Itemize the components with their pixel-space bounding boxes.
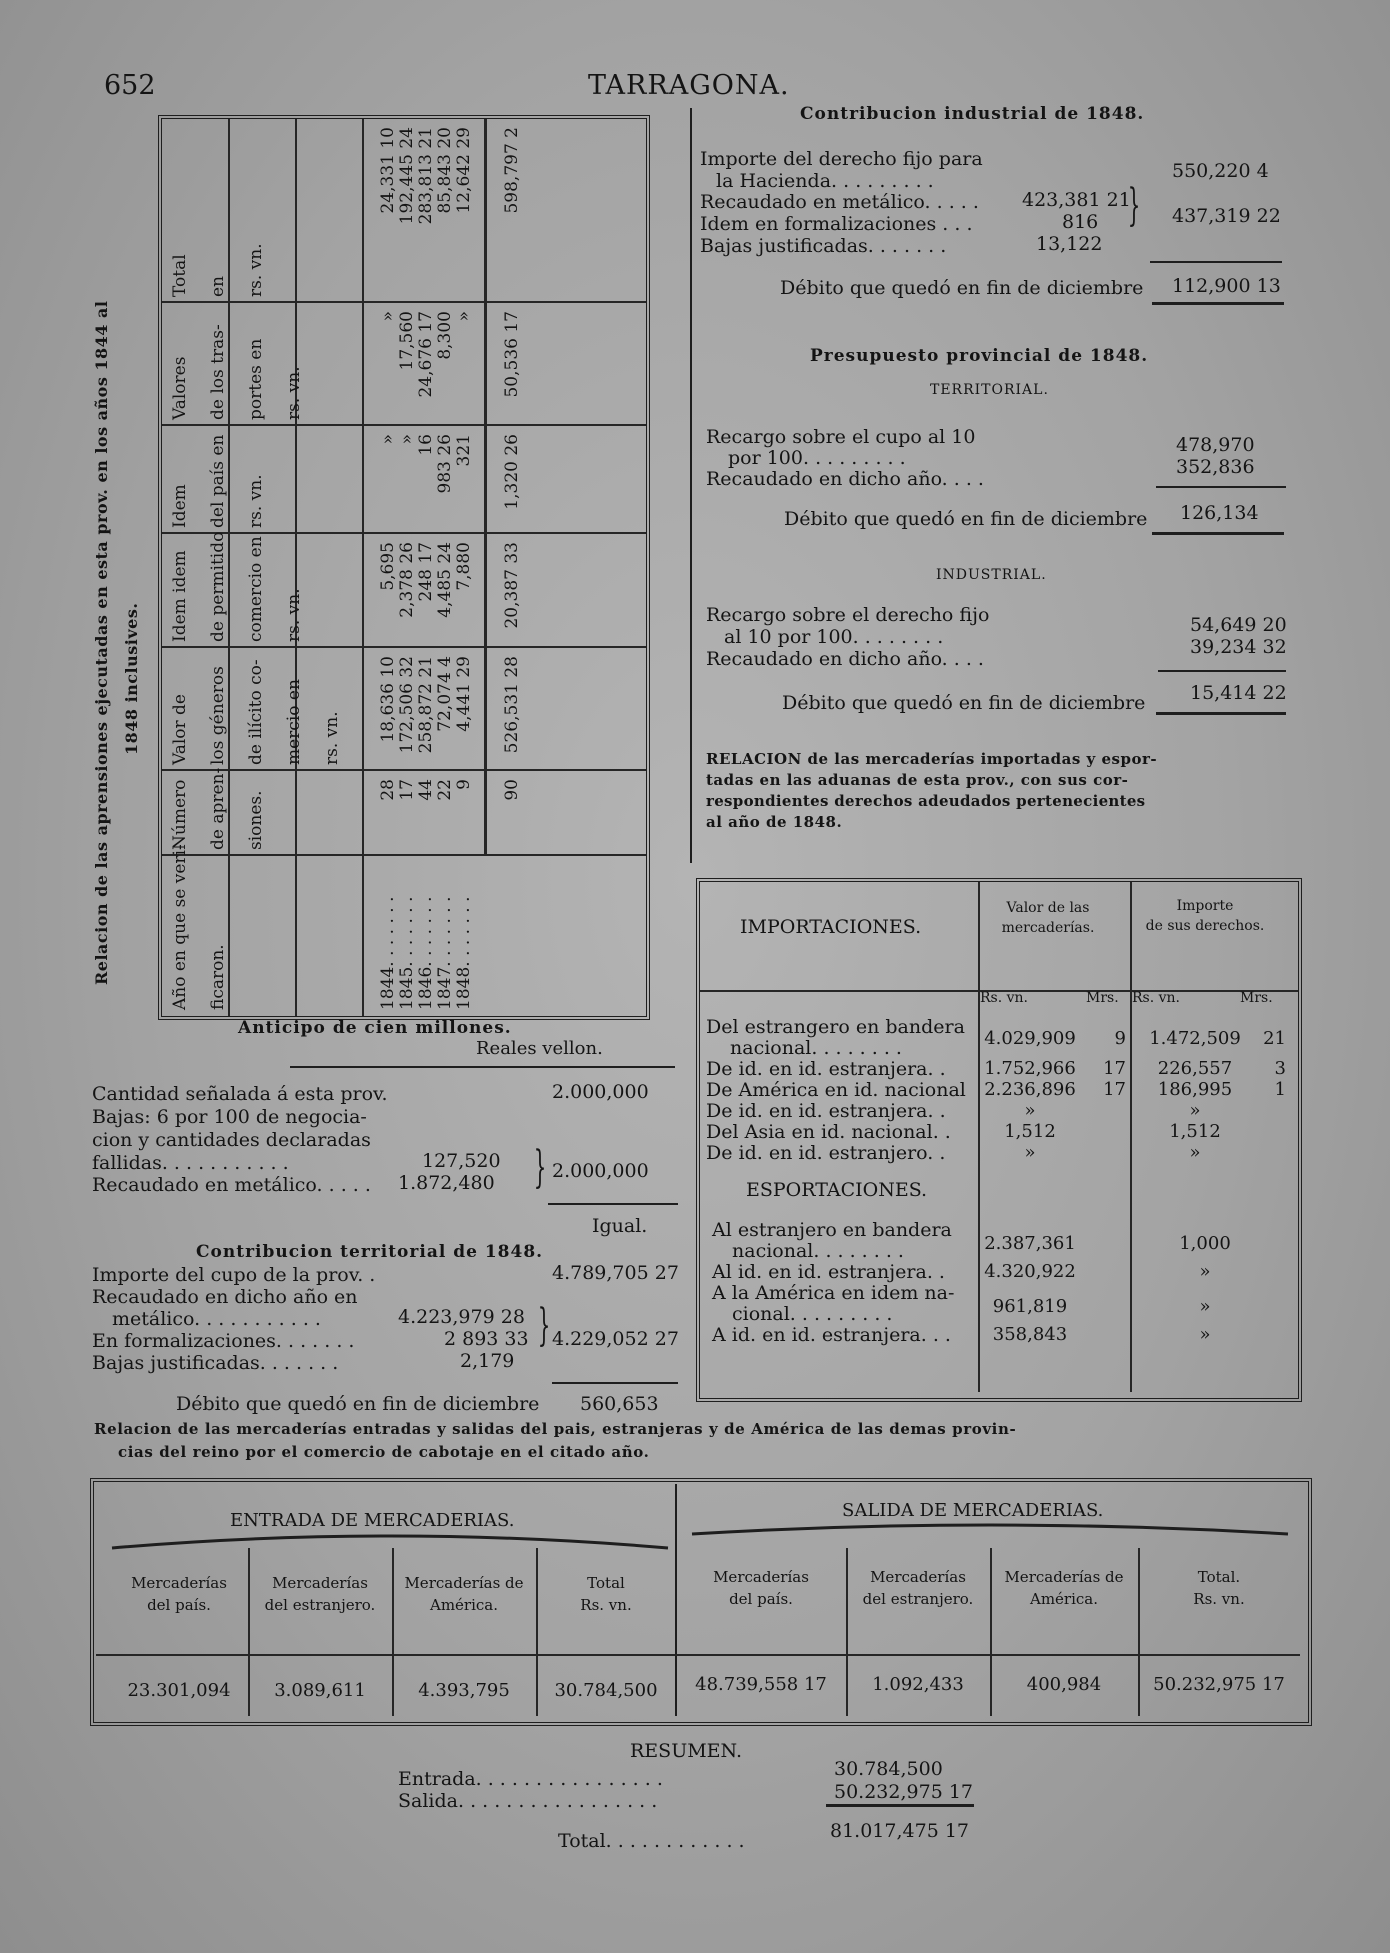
presupuesto-t-v2: 352,836 bbox=[1176, 456, 1255, 478]
cabotaje-title-2: cias del reino por el comercio de cabotaje en el citado año. bbox=[118, 1443, 650, 1461]
table-cell: 983 26 bbox=[435, 434, 455, 494]
import-valor: 2.236,896 bbox=[984, 1079, 1076, 1100]
table-cell: 192,445 24 bbox=[397, 127, 417, 225]
entrada-col-header: Mercaderías bbox=[131, 1574, 227, 1592]
entrada-col-header: Mercaderías de bbox=[404, 1574, 524, 1592]
table-cell: 2,378 26 bbox=[397, 542, 417, 618]
column-header: portes en bbox=[246, 338, 266, 420]
import-derechos: 1,512 bbox=[1169, 1121, 1221, 1142]
head-export: ESPORTACIONES. bbox=[746, 1179, 928, 1201]
territorial-l1: Importe del cupo de la prov. . bbox=[92, 1264, 376, 1286]
import-valor: 4.029,909 bbox=[984, 1028, 1076, 1049]
import-derechos: » bbox=[1189, 1142, 1201, 1163]
anticipo-l2c: fallidas. . . . . . . . . . . bbox=[92, 1152, 289, 1174]
industrial-l1a: Importe del derecho fijo para bbox=[700, 148, 983, 170]
import-valor: 1.752,966 bbox=[984, 1058, 1076, 1079]
territorial-debito-label: Débito que quedó en fin de diciembre bbox=[176, 1393, 540, 1415]
table-cell: 44 bbox=[416, 779, 436, 801]
brace: } bbox=[533, 1142, 547, 1193]
entrada-col-header: Mercaderías bbox=[272, 1574, 368, 1592]
industrial-v1: 550,220 4 bbox=[1172, 160, 1269, 182]
salida-col-header: del país. bbox=[729, 1590, 793, 1608]
salida-value: 50.232,975 17 bbox=[1153, 1674, 1285, 1695]
territorial-title: Contribucion territorial de 1848. bbox=[196, 1242, 544, 1262]
column-header: Valor de bbox=[170, 694, 190, 765]
industrial-sum: 437,319 22 bbox=[1172, 205, 1281, 227]
export-valor: 961,819 bbox=[992, 1296, 1068, 1317]
import-valor: » bbox=[1024, 1100, 1036, 1121]
export-valor: 2.387,361 bbox=[984, 1233, 1076, 1254]
column-divider bbox=[690, 108, 692, 863]
import-valor: » bbox=[1024, 1142, 1036, 1163]
industrial-l3: Idem en formalizaciones . . . bbox=[700, 213, 973, 235]
industrial-l2: Recaudado en metálico. . . . . bbox=[700, 191, 979, 213]
table-cell: 1845. . . . . . . bbox=[397, 896, 417, 1010]
industrial-l4: Bajas justificadas. . . . . . . bbox=[700, 235, 947, 257]
aprensiones-table-wrapper bbox=[158, 115, 650, 1020]
export-valor: 4.320,922 bbox=[984, 1261, 1076, 1282]
entrada-col-header: del país. bbox=[147, 1596, 211, 1614]
column-header: rs. vn. bbox=[246, 474, 266, 528]
mercaderias-title-3: respondientes derechos adeudados pertenecientes bbox=[706, 792, 1146, 810]
export-row-label: A la América en idem na- bbox=[712, 1282, 955, 1304]
divider bbox=[548, 1203, 678, 1205]
brace: } bbox=[537, 1300, 551, 1351]
table-cell: 1846. . . . . . . bbox=[416, 896, 436, 1010]
entrada-col-header: Total bbox=[587, 1574, 625, 1592]
export-valor: 358,843 bbox=[992, 1324, 1068, 1345]
resumen-total-label: Total. . . . . . . . . . . . bbox=[558, 1830, 745, 1852]
table-cell-total: 20,387 33 bbox=[502, 542, 522, 629]
entrada-value: 4.393,795 bbox=[418, 1680, 510, 1701]
divider bbox=[1158, 670, 1286, 672]
import-derechos-mrs: 3 bbox=[1274, 1058, 1286, 1079]
salida-value: 1.092,433 bbox=[872, 1674, 964, 1695]
divider bbox=[1156, 712, 1286, 715]
presupuesto-i-debito-label: Débito que quedó en fin de diciembre bbox=[782, 692, 1146, 714]
presupuesto-i-debito: 15,414 22 bbox=[1190, 682, 1287, 704]
resumen-salida: 50.232,975 17 bbox=[834, 1781, 974, 1803]
table-cell: 9 bbox=[454, 779, 474, 790]
unit-rs-2: Rs. vn. bbox=[1132, 990, 1181, 1006]
unit-mrs-2: Mrs. bbox=[1240, 990, 1273, 1006]
table-cell: 12,642 29 bbox=[454, 127, 474, 214]
table-cell: 1848. . . . . . . bbox=[454, 896, 474, 1010]
column-header: rs. vn. bbox=[284, 588, 304, 642]
entrada-value: 3.089,611 bbox=[274, 1680, 366, 1701]
industrial-v2: 423,381 21 bbox=[1022, 189, 1131, 211]
table-cell: 24,331 10 bbox=[378, 127, 398, 214]
mercaderias-title-4: al año de 1848. bbox=[706, 813, 843, 831]
divider bbox=[826, 1804, 974, 1807]
export-row-label: A id. en id. estranjera. . . bbox=[712, 1324, 951, 1346]
resumen-total: 81.017,475 17 bbox=[830, 1820, 970, 1842]
export-row-label2: nacional. . . . . . . . bbox=[732, 1240, 904, 1262]
resumen-title: RESUMEN. bbox=[630, 1740, 742, 1762]
aprensiones-table bbox=[158, 115, 650, 1020]
presupuesto-title: Presupuesto provincial de 1848. bbox=[810, 346, 1149, 366]
column-header: Número bbox=[170, 779, 190, 850]
col-sep bbox=[228, 119, 230, 1016]
column-header: del país en bbox=[208, 434, 228, 528]
table-cell: 85,843 20 bbox=[435, 127, 455, 214]
brace: } bbox=[1127, 180, 1141, 231]
column-header: Idem bbox=[170, 484, 190, 528]
anticipo-v2: 127,520 bbox=[422, 1150, 501, 1172]
industrial-debito-label: Débito que quedó en fin de diciembre bbox=[780, 277, 1144, 299]
column-header: siones. bbox=[246, 790, 266, 850]
presupuesto-t-l2: Recaudado en dicho año. . . . bbox=[706, 468, 984, 490]
head-valor-2: mercaderías. bbox=[1001, 920, 1095, 936]
table-cell: 283,813 21 bbox=[416, 127, 436, 225]
anticipo-title: Anticipo de cien millones. bbox=[238, 1018, 512, 1038]
column-header: de permitido bbox=[208, 531, 228, 642]
column-header: rs. vn. bbox=[246, 243, 266, 297]
column-header: ficaron. bbox=[208, 944, 228, 1010]
aprensiones-title-1: Relacion de las aprensiones ejecutadas en esta prov. en los años 1844 al bbox=[92, 300, 111, 985]
import-row-label2: nacional. . . . . . . . bbox=[730, 1037, 902, 1059]
aprensiones-title-2: 1848 inclusives. bbox=[122, 602, 141, 755]
salida-col-header: Mercaderías de bbox=[1004, 1568, 1124, 1586]
table-cell: 22 bbox=[435, 779, 455, 801]
export-derechos: » bbox=[1199, 1261, 1211, 1282]
table-cell: 8,300 bbox=[435, 311, 455, 360]
territorial-v1: 4.789,705 27 bbox=[552, 1262, 679, 1284]
anticipo-v1: 2.000,000 bbox=[552, 1081, 649, 1103]
divider bbox=[290, 1066, 675, 1068]
export-derechos: » bbox=[1199, 1296, 1211, 1317]
salida-col-header: Rs. vn. bbox=[1193, 1590, 1245, 1608]
salida-col-header: Mercaderías bbox=[870, 1568, 966, 1586]
head-valor-1: Valor de las bbox=[1006, 900, 1090, 916]
anticipo-l2a: Bajas: 6 por 100 de negocia- bbox=[92, 1106, 367, 1128]
table-cell-total: 598,797 2 bbox=[502, 127, 522, 214]
salida-col-header: Mercaderías bbox=[713, 1568, 809, 1586]
entrada-swoosh bbox=[110, 1528, 670, 1556]
column-header: mercio en bbox=[284, 679, 304, 765]
divider bbox=[552, 1382, 678, 1384]
page-number: 652 bbox=[104, 70, 156, 101]
import-valor: 1,512 bbox=[1004, 1121, 1056, 1142]
table-cell: 1847. . . . . . . bbox=[435, 896, 455, 1010]
anticipo-v3: 1.872,480 bbox=[398, 1172, 495, 1194]
column-header: de ilícito co- bbox=[246, 659, 266, 765]
entrada-value: 30.784,500 bbox=[554, 1680, 658, 1701]
export-derechos: » bbox=[1199, 1324, 1211, 1345]
anticipo-result: Igual. bbox=[592, 1215, 648, 1237]
table-cell: 5,695 bbox=[378, 542, 398, 591]
divider bbox=[1130, 882, 1132, 1392]
presupuesto-t-l1b: por 100. . . . . . . . . bbox=[728, 447, 906, 469]
territorial-l3: En formalizaciones. . . . . . . bbox=[92, 1330, 355, 1352]
entrada-title: ENTRADA DE MERCADERIAS. bbox=[230, 1510, 515, 1531]
entrada-value: 23.301,094 bbox=[127, 1680, 231, 1701]
import-derechos: 1.472,509 bbox=[1149, 1028, 1241, 1049]
import-derechos-mrs: 1 bbox=[1274, 1079, 1286, 1100]
unit-rs-1: Rs. vn. bbox=[980, 990, 1029, 1006]
column-header: Idem idem bbox=[170, 550, 190, 642]
export-row-label: Al estranjero en bandera bbox=[712, 1219, 952, 1241]
import-row-label: De América en id. nacional bbox=[706, 1079, 966, 1101]
col-sep bbox=[295, 119, 297, 1016]
salida-value: 48.739,558 17 bbox=[695, 1674, 827, 1695]
industrial-l1b: la Hacienda. . . . . . . . . bbox=[716, 170, 934, 192]
industrial-title: Contribucion industrial de 1848. bbox=[800, 104, 1145, 124]
table-cell-total: 1,320 26 bbox=[502, 434, 522, 510]
table-cell: 4,441 29 bbox=[454, 656, 474, 732]
table-cell: 7,880 bbox=[454, 542, 474, 591]
header-body-separator bbox=[362, 119, 364, 1016]
import-derechos-mrs: 21 bbox=[1263, 1028, 1286, 1049]
presupuesto-territorial-label: TERRITORIAL. bbox=[930, 382, 1049, 398]
column-header: Año en que se veri- bbox=[170, 844, 190, 1010]
import-derechos: 226,557 bbox=[1157, 1058, 1233, 1079]
column-header: de los tras- bbox=[208, 324, 228, 420]
presupuesto-i-v2: 39,234 32 bbox=[1190, 636, 1287, 658]
import-row-label: De id. en id. estranjera. . bbox=[706, 1100, 946, 1122]
territorial-v2: 4.223,979 28 bbox=[398, 1306, 525, 1328]
import-valor-mrs: 17 bbox=[1103, 1079, 1126, 1100]
table-cell: 258,872 21 bbox=[416, 656, 436, 754]
table-cell: 248 17 bbox=[416, 542, 436, 602]
industrial-v3: 816 bbox=[1062, 211, 1099, 233]
column-header: Valores bbox=[170, 356, 190, 420]
import-derechos: » bbox=[1189, 1100, 1201, 1121]
table-cell: » bbox=[397, 434, 417, 445]
column-header: de apren- bbox=[208, 767, 228, 850]
column-header: comercio en bbox=[246, 536, 266, 642]
salida-col-header: América. bbox=[1029, 1590, 1098, 1608]
table-cell: 17,560 bbox=[397, 311, 417, 371]
table-cell: 28 bbox=[378, 779, 398, 801]
table-cell: 172,506 32 bbox=[397, 656, 417, 754]
table-cell: 16 bbox=[416, 434, 436, 456]
presupuesto-i-v1: 54,649 20 bbox=[1190, 614, 1287, 636]
presupuesto-t-debito: 126,134 bbox=[1180, 502, 1259, 524]
page-title: TARRAGONA. bbox=[588, 70, 790, 101]
territorial-l2b: metálico. . . . . . . . . . . bbox=[112, 1308, 321, 1330]
anticipo-l3: Recaudado en metálico. . . . . bbox=[92, 1174, 371, 1196]
header-separator bbox=[96, 1654, 1300, 1656]
import-derechos: 186,995 bbox=[1157, 1079, 1233, 1100]
salida-swoosh bbox=[690, 1520, 1290, 1548]
table-cell-total: 50,536 17 bbox=[502, 311, 522, 398]
column-header: rs. vn. bbox=[322, 711, 342, 765]
industrial-v4: 13,122 bbox=[1036, 233, 1103, 255]
entrada-col-header: del estranjero. bbox=[264, 1596, 376, 1614]
mercaderias-title-2: tadas en las aduanas de esta prov., con sus cor- bbox=[706, 771, 1129, 789]
territorial-l4: Bajas justificadas. . . . . . . bbox=[92, 1352, 339, 1374]
anticipo-sum: 2.000,000 bbox=[552, 1160, 649, 1182]
presupuesto-t-debito-label: Débito que quedó en fin de diciembre bbox=[784, 508, 1148, 530]
salida-col-header: del estranjero. bbox=[862, 1590, 974, 1608]
presupuesto-i-l1b: al 10 por 100. . . . . . . . bbox=[724, 626, 944, 648]
divider bbox=[1152, 302, 1284, 305]
presupuesto-t-v1: 478,970 bbox=[1176, 434, 1255, 456]
salida-title: SALIDA DE MERCADERIAS. bbox=[842, 1500, 1104, 1521]
table-cell: » bbox=[378, 434, 398, 445]
column-header: rs. vn. bbox=[284, 366, 304, 420]
head-importe-2: de sus derechos. bbox=[1145, 918, 1265, 934]
territorial-l2a: Recaudado en dicho año en bbox=[92, 1286, 358, 1308]
mercaderias-title-1: RELACION de las mercaderías importadas y espor- bbox=[706, 750, 1158, 768]
divider bbox=[1150, 261, 1282, 263]
head-import: IMPORTACIONES. bbox=[740, 916, 922, 938]
entrada-col-header: Rs. vn. bbox=[580, 1596, 632, 1614]
presupuesto-t-l1a: Recargo sobre el cupo al 10 bbox=[706, 426, 976, 448]
export-row-label2: cional. . . . . . . . . bbox=[732, 1303, 893, 1325]
export-derechos: 1,000 bbox=[1179, 1233, 1231, 1254]
salida-value: 400,984 bbox=[1026, 1674, 1102, 1695]
divider bbox=[1156, 486, 1286, 488]
table-cell-total: 526,531 28 bbox=[502, 656, 522, 754]
resumen-entrada: 30.784,500 bbox=[834, 1758, 943, 1780]
resumen-entrada-label: Entrada. . . . . . . . . . . . . . . . bbox=[398, 1768, 663, 1790]
entrada-col-header: América. bbox=[429, 1596, 498, 1614]
territorial-sum: 4.229,052 27 bbox=[552, 1328, 679, 1350]
industrial-debito: 112,900 13 bbox=[1172, 275, 1281, 297]
table-cell: 1844. . . . . . . bbox=[378, 896, 398, 1010]
totals-separator bbox=[484, 119, 487, 856]
import-row-label: Del Asia en id. nacional. . bbox=[706, 1121, 951, 1143]
import-valor-mrs: 17 bbox=[1103, 1058, 1126, 1079]
column-header: en bbox=[208, 275, 228, 297]
import-row-label: Del estrangero en bandera bbox=[706, 1016, 965, 1038]
import-row-label: De id. en id. estranjera. . bbox=[706, 1058, 946, 1080]
export-row-label: Al id. en id. estranjera. . bbox=[712, 1261, 945, 1283]
territorial-v3: 2 893 33 bbox=[444, 1328, 529, 1350]
table-cell: 24,676 17 bbox=[416, 311, 436, 398]
divider bbox=[1152, 532, 1284, 535]
head-importe-1: Importe bbox=[1176, 898, 1234, 914]
column-header: los géneros bbox=[208, 666, 228, 765]
anticipo-l1: Cantidad señalada á esta prov. bbox=[92, 1083, 388, 1105]
import-row-label: De id. en id. estranjero. . bbox=[706, 1142, 946, 1164]
salida-col-header: Total. bbox=[1197, 1568, 1241, 1586]
table-cell: 18,636 10 bbox=[378, 656, 398, 743]
table-cell: » bbox=[454, 311, 474, 322]
table-cell: 17 bbox=[397, 779, 417, 801]
presupuesto-industrial-label: INDUSTRIAL. bbox=[936, 567, 1047, 583]
table-cell: 321 bbox=[454, 434, 474, 467]
table-cell-total: 90 bbox=[502, 779, 522, 801]
column-header: Total bbox=[170, 254, 190, 297]
table-cell: 4,485 24 bbox=[435, 542, 455, 618]
unit-mrs-1: Mrs. bbox=[1086, 990, 1119, 1006]
resumen-salida-label: Salida. . . . . . . . . . . . . . . . . bbox=[398, 1790, 658, 1812]
presupuesto-i-l1a: Recargo sobre el derecho fijo bbox=[706, 604, 990, 626]
table-cell: 72,074 4 bbox=[435, 656, 455, 732]
table-cell: » bbox=[378, 311, 398, 322]
anticipo-unit: Reales vellon. bbox=[476, 1038, 603, 1059]
cabotaje-title-1: Relacion de las mercaderías entradas y salidas del pais, estranjeras y de América de las demas provin- bbox=[94, 1420, 1017, 1438]
territorial-debito: 560,653 bbox=[580, 1393, 659, 1415]
presupuesto-i-l2: Recaudado en dicho año. . . . bbox=[706, 648, 984, 670]
import-valor-mrs: 9 bbox=[1114, 1028, 1126, 1049]
anticipo-l2b: cion y cantidades declaradas bbox=[92, 1129, 371, 1151]
territorial-v4: 2,179 bbox=[460, 1350, 515, 1372]
